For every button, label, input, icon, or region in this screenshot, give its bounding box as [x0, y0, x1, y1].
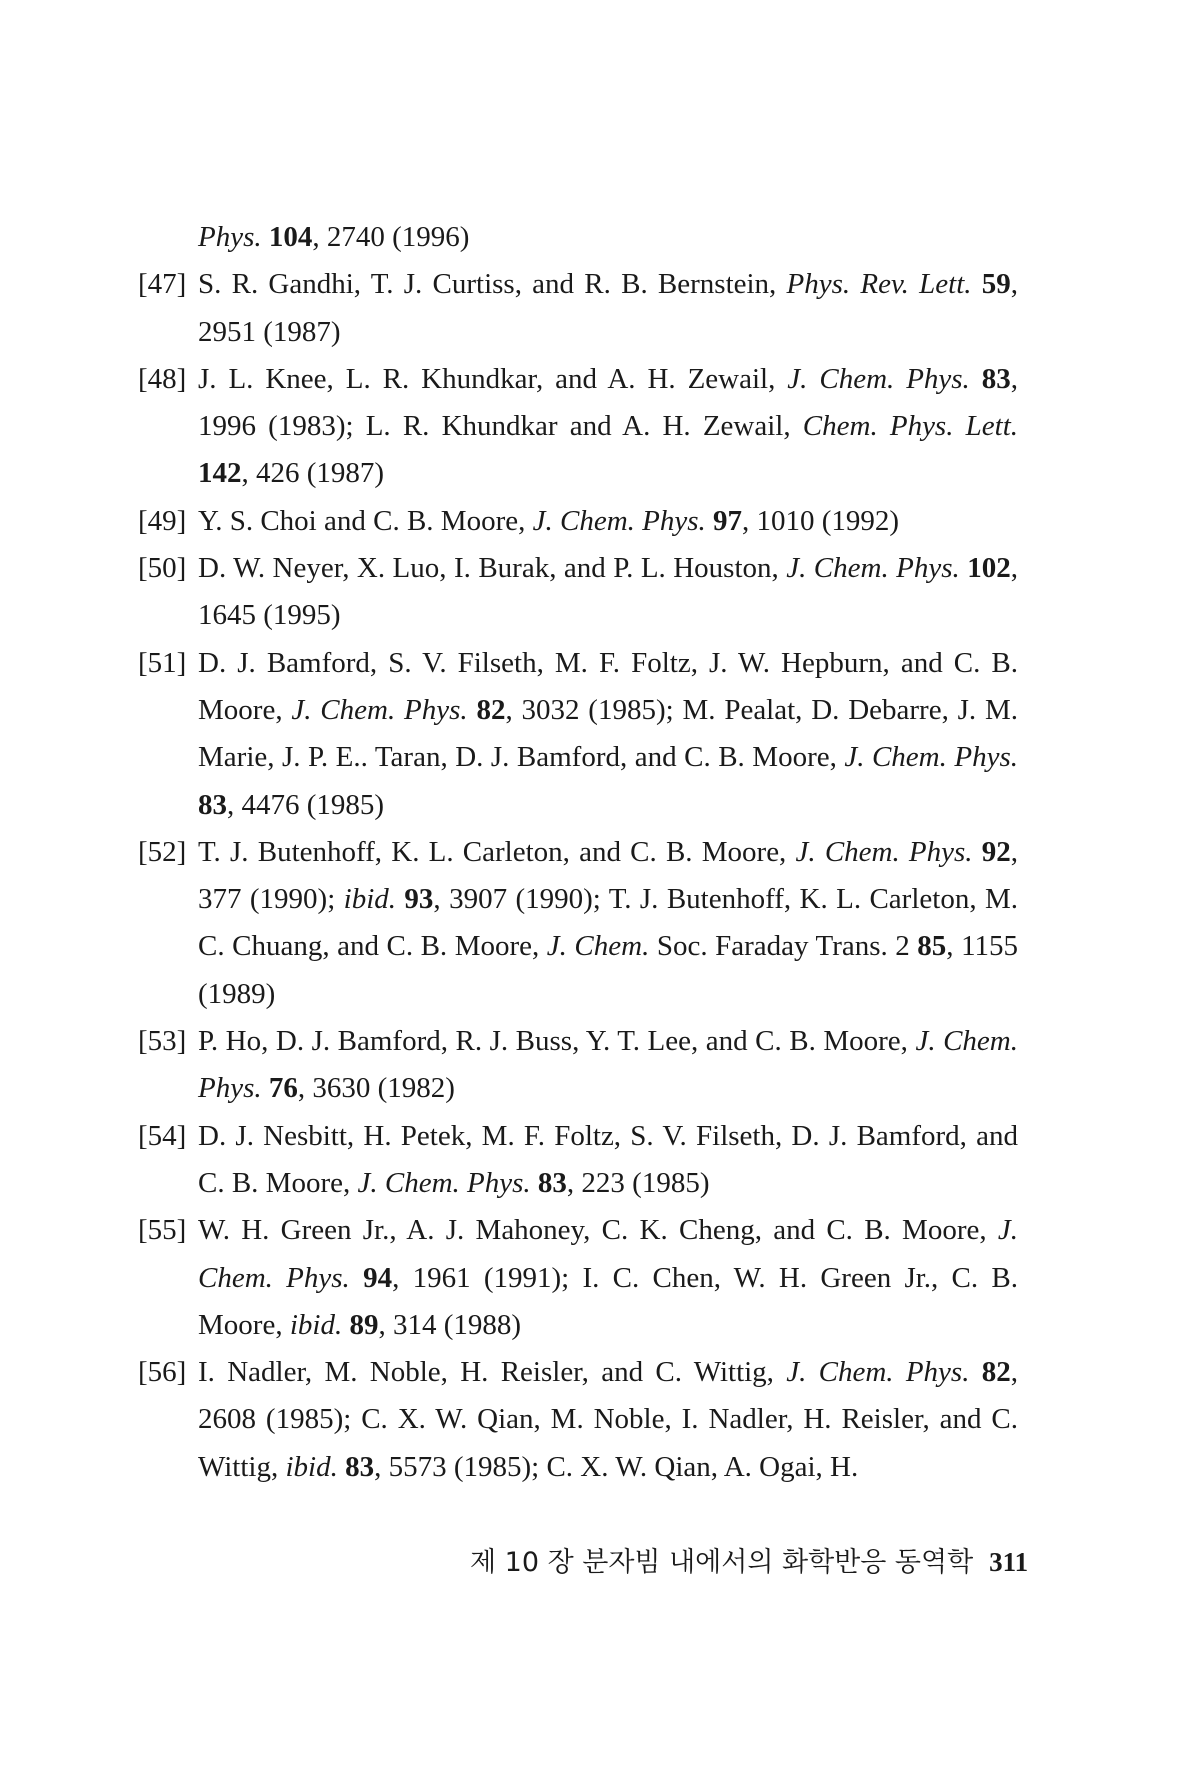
citation-text	[972, 268, 982, 300]
citation-text	[262, 221, 269, 253]
journal-name: J. Chem. Phys.	[532, 504, 706, 537]
volume-number: 83	[198, 788, 227, 821]
citation-text: P. Ho, D. J. Bamford, R. J. Buss, Y. T. Lee, and C. B. Moore,	[198, 1025, 916, 1058]
reference-text	[198, 1018, 1018, 1113]
volume-number: 92	[981, 835, 1011, 868]
reference-text	[198, 261, 1018, 356]
journal-name: J. Chem. Phys.	[198, 1214, 1018, 1294]
citation-text: , 2608 (1985); C. X. W. Qian, M. Noble, I. Nadler, H. Reisler, and C. Wittig,	[198, 1356, 1019, 1483]
volume-number: 104	[268, 221, 313, 253]
journal-name: J. Chem. Phys.	[787, 362, 970, 395]
volume-number: 85	[917, 930, 947, 963]
journal-name: Phys.	[198, 221, 262, 253]
journal-name: J. Chem. Phys.	[795, 835, 973, 868]
journal-name: J. Chem. Phys.	[198, 1025, 1018, 1105]
reference-entry	[138, 545, 1018, 640]
citation-text	[969, 1356, 981, 1388]
journal-name: Phys. Rev. Lett.	[786, 268, 972, 301]
citation-text: , 223 (1985)	[566, 1166, 710, 1199]
reference-entry	[138, 640, 1018, 829]
journal-name: ibid.	[343, 883, 397, 916]
reference-text	[198, 640, 1018, 829]
citation-text: , 5573 (1985); C. X. W. Qian, A. Ogai, H.	[374, 1450, 859, 1483]
citation-text: , 1010 (1992)	[742, 504, 900, 537]
journal-name: J. Chem. Phys.	[291, 693, 468, 726]
running-footer	[470, 1540, 1029, 1579]
citation-text: , 3630 (1982)	[297, 1072, 455, 1105]
citation-text: D. J. Nesbitt, H. Petek, M. F. Foltz, S. V. Filseth, D. J. Bamford, and C. B. Moore,	[198, 1119, 1018, 1199]
citation-text: , 2951 (1987)	[198, 268, 1019, 348]
reference-number: [48]	[138, 362, 187, 395]
volume-number: 102	[967, 552, 1011, 585]
reference-entry	[138, 1113, 1018, 1208]
reference-number: [54]	[138, 1119, 187, 1152]
journal-name: J. Chem. Phys.	[786, 1356, 970, 1389]
citation-text	[973, 836, 982, 868]
reference-number: [50]	[138, 552, 187, 585]
chapter-title: 제 10 장 분자빔 내에서의 화학반응 동역학	[470, 1547, 974, 1578]
reference-text	[198, 545, 1018, 640]
volume-number: 142	[198, 457, 242, 490]
citation-text	[970, 363, 982, 395]
volume-number: 83	[537, 1166, 567, 1199]
volume-number: 83	[981, 362, 1011, 395]
reference-entry	[138, 261, 1018, 356]
citation-text: , 1996 (1983); L. R. Khundkar and A. H. Zewail,	[198, 362, 1018, 443]
citation-text: , 377 (1990);	[198, 835, 1019, 916]
citation-text: , 426 (1987)	[241, 457, 385, 490]
citation-text: Soc. Faraday Trans. 2	[649, 930, 918, 963]
citation-text	[350, 1262, 363, 1294]
citation-text: , 3907 (1990); T. J. Butenhoff, K. L. Carleton, M. C. Chuang, and C. B. Moore,	[198, 883, 1018, 963]
reference-entry	[138, 1018, 1018, 1113]
citation-text: T. J. Butenhoff, K. L. Carleton, and C. B. Moore,	[198, 835, 796, 868]
reference-text	[198, 1349, 1018, 1491]
citation-text: , 4476 (1985)	[227, 788, 385, 821]
reference-number: [49]	[138, 504, 187, 537]
citation-text: Y. S. Choi and C. B. Moore,	[198, 504, 533, 537]
citation-text: D. W. Neyer, X. Luo, I. Burak, and P. L. Houston,	[198, 552, 787, 585]
volume-number: 89	[349, 1308, 379, 1341]
citation-text: D. J. Bamford, S. V. Filseth, M. F. Foltz, J. W. Hepburn, and C. B. Moore,	[198, 646, 1018, 726]
reference-entry	[138, 1349, 1018, 1491]
reference-text	[198, 1113, 1018, 1208]
volume-number: 82	[981, 1356, 1011, 1389]
journal-name: Chem. Phys. Lett.	[802, 410, 1018, 443]
reference-text	[198, 214, 1018, 261]
citation-text	[262, 1072, 269, 1104]
page-number: 311	[989, 1547, 1029, 1577]
reference-number: [56]	[138, 1356, 187, 1389]
citation-text: , 1645 (1995)	[198, 552, 1018, 632]
journal-name: ibid.	[285, 1450, 338, 1483]
reference-entry	[138, 356, 1018, 498]
citation-text: W. H. Green Jr., A. J. Mahoney, C. K. Cheng, and C. B. Moore,	[198, 1214, 998, 1247]
reference-number: [51]	[138, 646, 187, 679]
reference-number: [47]	[138, 268, 187, 301]
volume-number: 76	[268, 1072, 298, 1105]
citation-text: , 3032 (1985); M. Pealat, D. Debarre, J. M. Marie, J. P. E.. Taran, D. J. Bamford, and C. B. Moore,	[198, 693, 1019, 774]
reference-entry	[138, 498, 1018, 545]
citation-text: J. L. Knee, L. R. Khundkar, and A. H. Zewail,	[198, 362, 788, 395]
reference-text	[198, 1207, 1018, 1349]
journal-name: ibid.	[289, 1308, 343, 1341]
reference-number: [55]	[138, 1214, 187, 1247]
journal-name: J. Chem. Phys.	[357, 1166, 531, 1199]
volume-number: 82	[476, 693, 506, 726]
volume-number: 97	[713, 504, 743, 537]
reference-number: [52]	[138, 835, 187, 868]
reference-entry	[138, 214, 1018, 261]
citation-text	[531, 1167, 538, 1199]
reference-text	[198, 356, 1018, 498]
volume-number: 83	[345, 1450, 375, 1483]
reference-list	[138, 214, 1018, 1491]
reference-text	[198, 498, 1018, 545]
journal-name: J. Chem.	[546, 930, 650, 963]
volume-number: 94	[363, 1261, 393, 1294]
citation-text	[338, 1451, 345, 1483]
journal-name: J. Chem. Phys.	[786, 552, 960, 585]
citation-text: , 2740 (1996)	[312, 221, 470, 253]
volume-number: 93	[404, 883, 434, 916]
reference-entry	[138, 829, 1018, 1018]
citation-text: , 1961 (1991); I. C. Chen, W. H. Green Jr., C. B. Moore,	[198, 1261, 1019, 1341]
reference-entry	[138, 1207, 1018, 1349]
citation-text: S. R. Gandhi, T. J. Curtiss, and R. B. Bernstein,	[198, 268, 787, 301]
citation-text	[706, 505, 713, 537]
citation-text: , 314 (1988)	[378, 1308, 522, 1341]
reference-number: [53]	[138, 1025, 187, 1058]
journal-name: J. Chem. Phys.	[844, 741, 1018, 774]
citation-text: I. Nadler, M. Noble, H. Reisler, and C. Wittig,	[198, 1356, 787, 1389]
reference-text	[198, 829, 1018, 1018]
volume-number: 59	[981, 268, 1011, 301]
citation-text: , 1155 (1989)	[198, 930, 1018, 1010]
